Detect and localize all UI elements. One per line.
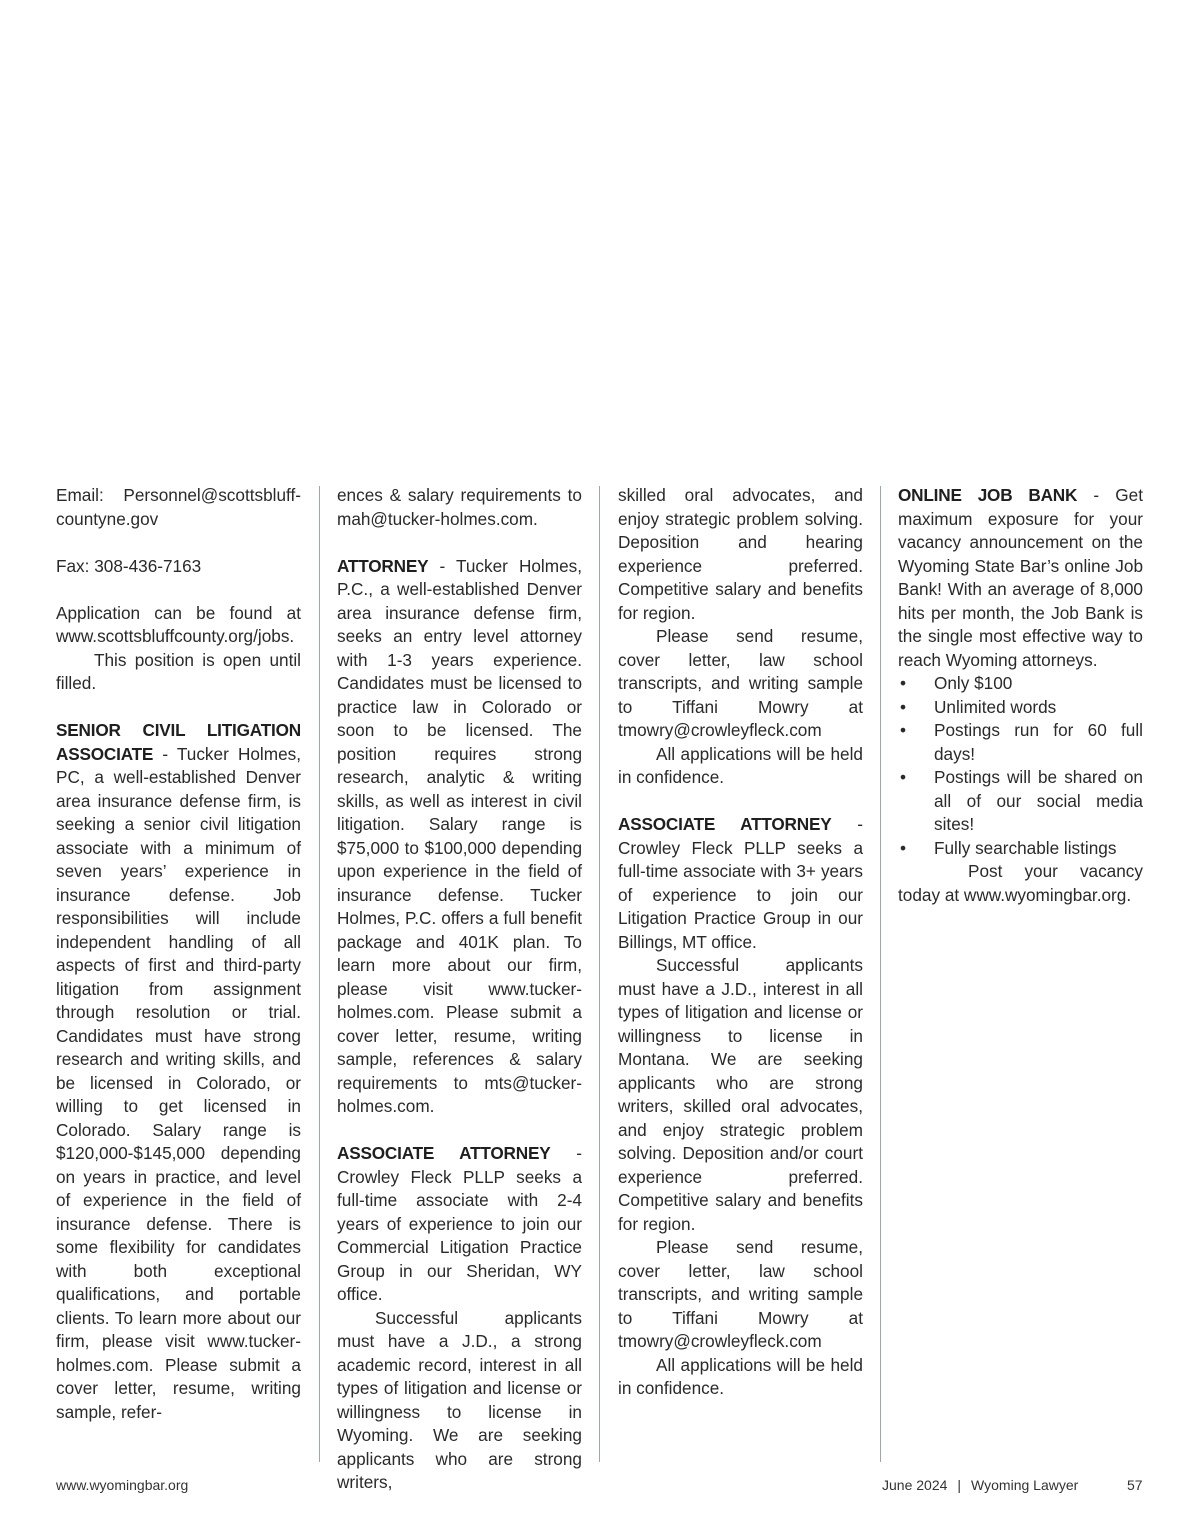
bullet-icon: • <box>900 837 907 858</box>
column-4 <box>898 484 1143 907</box>
listing-body: - Tucker Holmes, P.C., a well-established Denver area insurance defense firm, seeks an entry level attorney with 1-3 years experience. Candidates must be licensed to practice law in Colorado or soon to be licensed. The position requires strong research, analytic & writing skills, as well as interest in civil litigation. Salary range is $75,000 to $100,000 depending upon experience in the field of insurance defense. Tucker Holmes, P.C. offers a full benefit package and 401K plan. To learn more about our firm, please visit www.tucker-holmes.com. Please submit a cover letter, resume, writing sample, references & salary requirements to mts@tucker-holmes.com. <box>337 555 582 1116</box>
listing-requirements: Successful applicants must have a J.D., interest in all types of litigation and license or willingness to license in Montana. We are seeking applicants who are strong writers, skilled oral advocates, and enjoy strategic problem solving. Deposition and/or court experience preferred. Competitive salary and benefits for region. <box>618 955 863 1234</box>
open-until-filled: This position is open until filled. <box>56 649 301 693</box>
email-line: Email: Personnel@scottsbluff-countyne.gov <box>56 485 301 529</box>
bullet-icon: • <box>900 673 907 693</box>
listing-senior-civil-litigation-associate <box>56 719 301 1424</box>
page-number: 57 <box>1127 1477 1143 1493</box>
application-line: Application can be found at www.scottsbluffcounty.org/jobs. <box>56 602 301 646</box>
job-bank-features <box>898 672 1143 860</box>
list-item: • Unlimited words <box>898 696 1143 720</box>
column-divider <box>319 486 320 1462</box>
continued-text: skilled oral advocates, and enjoy strategic problem solving. Deposition and hearing experience preferred. Competitive salary and benefits for region. <box>618 485 863 623</box>
application-instructions: Please send resume, cover letter, law school transcripts, and writing sample to Tiffani Mowry at tmowry@crowleyfleck.com <box>618 626 863 740</box>
column-divider <box>599 486 600 1462</box>
listing-body: - Tucker Holmes, PC, a well-established Denver area insurance defense firm, is seeking a senior civil litigation associate with a minimum of seven years’ experience in insurance defense. Job responsibilities will include independent handling of all aspects of first and third-party litigation from assignment through resolution or trial. Candidates must have strong research and writing skills, and be licensed in Colorado, or willing to get licensed in Colorado. Salary range is $120,000-$145,000 depending on years in practice, and level of experience in the field of insurance defense. There is some flexibility for candidates with both exceptional qualifications, and portable clients. To learn more about our firm, please visit www.tucker-holmes.com. Please submit a cover letter, resume, writing sample, refer- <box>56 743 301 1422</box>
listing-heading: ASSOCIATE ATTORNEY <box>337 1143 551 1163</box>
listing-body: - Crowley Fleck PLLP seeks a full-time associate with 2-4 years of experience to join our Commercial Litigation Practice Group in our Sheridan, WY office. <box>337 1143 582 1304</box>
footer-separator: | <box>957 1477 962 1493</box>
listing-requirements: Successful applicants must have a J.D., a strong academic record, interest in all types of litigation and license or willingness to license in Wyoming. We are seeking applicants who are strong writers, <box>337 1307 582 1492</box>
listing-associate-attorney-billings <box>618 813 863 954</box>
footer-website: www.wyomingbar.org <box>56 1477 189 1493</box>
job-bank-closing: Post your vacancy today at www.wyomingbar.org. <box>898 861 1143 905</box>
column-3 <box>618 484 863 1401</box>
list-item: • Fully searchable listings <box>898 837 1143 861</box>
application-instructions: Please send resume, cover letter, law school transcripts, and writing sample to Tiffani Mowry at tmowry@crowleyfleck.com <box>618 1237 863 1351</box>
job-bank-promo <box>898 484 1143 672</box>
confidentiality-note: All applications will be held in confidence. <box>618 743 863 787</box>
listing-body: - Crowley Fleck PLLP seeks a full-time associate with 3+ years of experience to join our Litigation Practice Group in our Billings, MT office. <box>618 814 863 952</box>
fax-line: Fax: 308-436-7163 <box>56 555 202 576</box>
continued-text: ences & salary requirements to mah@tucker-holmes.com. <box>337 485 582 529</box>
listing-heading: ASSOCIATE ATTORNEY <box>618 814 832 834</box>
listing-heading: ATTORNEY <box>337 555 429 576</box>
listing-associate-attorney-sheridan <box>337 1142 582 1307</box>
column-divider <box>880 486 881 1462</box>
list-item: • Postings will be shared on all of our social media sites! <box>900 767 1143 834</box>
column-1 <box>56 484 301 1424</box>
listing-attorney <box>337 555 582 1119</box>
footer-date: June 2024 <box>882 1477 948 1493</box>
footer-publication: Wyoming Lawyer <box>971 1477 1079 1493</box>
listing-heading: SENIOR CIVIL LITIGATION ASSOCIATE <box>56 720 301 764</box>
list-item: • Only $100 <box>898 672 1143 696</box>
confidentiality-note: All applications will be held in confidence. <box>618 1354 863 1398</box>
bullet-icon: • <box>900 767 907 787</box>
column-2 <box>337 484 582 1495</box>
footer-publication-info <box>882 1477 1078 1493</box>
bullet-icon: • <box>900 696 907 717</box>
list-item: • Postings run for 60 full days! <box>900 720 1143 764</box>
job-bank-intro: - Get maximum exposure for your vacancy announcement on the Wyoming State Bar’s online Job Bank! With an average of 8,000 hits per month, the Job Bank is the single most effective way to reach Wyoming attorneys. <box>898 485 1143 670</box>
job-bank-heading: ONLINE JOB BANK <box>898 485 1078 505</box>
bullet-icon: • <box>900 720 907 740</box>
